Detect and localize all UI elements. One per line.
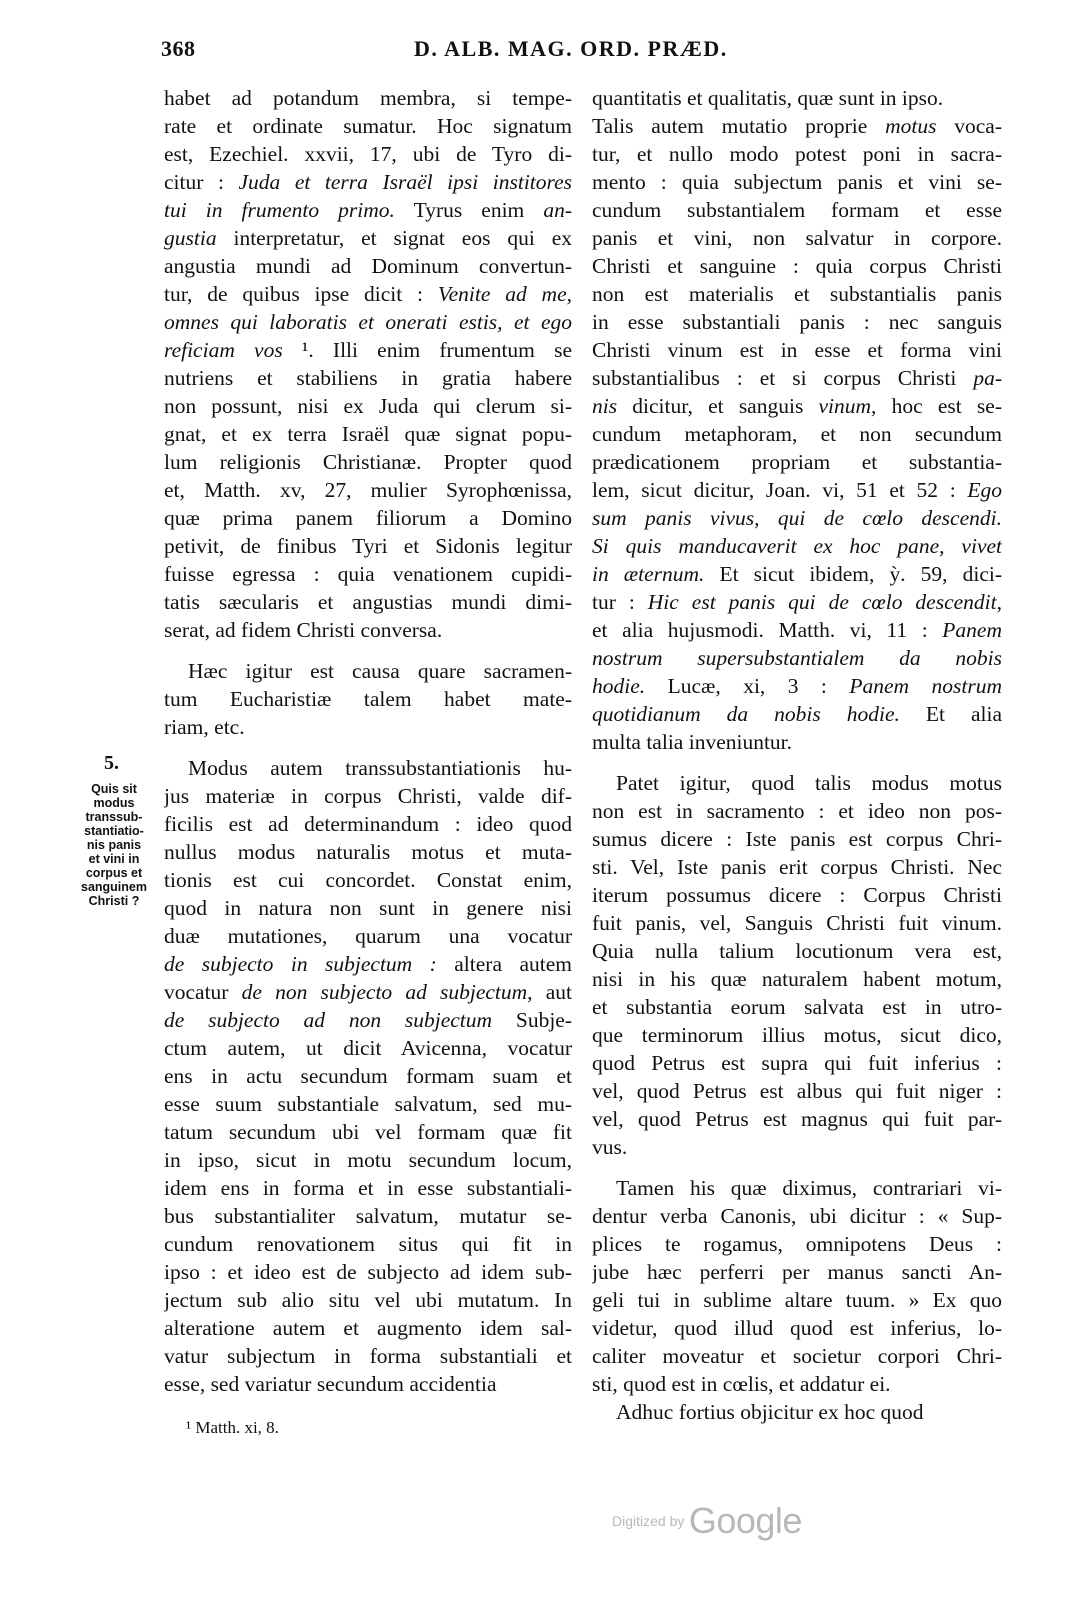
margin-note-line: stantiatio-	[84, 824, 144, 838]
text-line	[592, 308, 1002, 336]
italic-text: pa-	[973, 366, 1002, 390]
text-line	[592, 196, 1002, 224]
text-line	[164, 922, 572, 950]
text-line	[164, 364, 572, 392]
text-line	[592, 448, 1002, 476]
italic-text: Venite ad me,	[437, 282, 572, 306]
text-run: Patet igitur, quod talis modus motus	[616, 771, 1002, 795]
margin-note-line: modus	[93, 796, 135, 810]
text-run: geli tui in sublime altare tuum. » Ex quo	[592, 1288, 1002, 1312]
text-line	[592, 769, 1002, 797]
text-line	[164, 1258, 572, 1286]
text-line	[592, 392, 1002, 420]
text-line	[592, 1398, 1002, 1426]
text-line	[164, 168, 572, 196]
text-line	[164, 1146, 572, 1174]
text-line	[164, 978, 572, 1006]
text-line	[164, 866, 572, 894]
text-line	[164, 950, 572, 978]
text-run: in ipso, sicut in motu secundum locum,	[164, 1148, 572, 1172]
text-run: ficilis est ad determinandum : ideo quod	[164, 812, 572, 836]
text-line	[164, 1090, 572, 1118]
text-run: angustia mundi ad Dominum convertun-	[164, 254, 572, 278]
margin-note-line: Christi ?	[88, 894, 140, 908]
text-line	[592, 588, 1002, 616]
margin-note-line: et vini in	[88, 852, 140, 866]
text-run: non est in sacramento : et ideo non pos-	[592, 799, 1002, 823]
text-line	[592, 672, 1002, 700]
italic-text: Panem nostrum	[849, 674, 1002, 698]
text-line	[164, 196, 572, 224]
text-run: rate et ordinate sumatur. Hoc signatum	[164, 114, 572, 138]
text-line	[592, 728, 1002, 756]
text-line	[592, 1077, 1002, 1105]
text-run: vus.	[592, 1135, 628, 1159]
text-line	[592, 965, 1002, 993]
text-line	[164, 754, 572, 782]
text-run: lum religionis Christianæ. Propter quod	[164, 450, 572, 474]
text-run: duæ mutationes, quarum una vocatur	[164, 924, 572, 948]
text-run: in esse substantiali panis : nec sanguis	[592, 310, 1002, 334]
text-line	[592, 252, 1002, 280]
text-line	[592, 937, 1002, 965]
margin-note-line: corpus et	[85, 866, 143, 880]
italic-text: omnes qui laboratis et onerati estis, et ego	[164, 310, 572, 334]
italic-text: vinum,	[818, 394, 877, 418]
text-run: altera autem	[436, 952, 572, 976]
running-head: D. ALB. MAG. ORD. PRÆD.	[414, 36, 728, 61]
text-line	[592, 616, 1002, 644]
margin-note	[72, 782, 156, 908]
text-run: idem ens in forma et in esse substantiali-	[164, 1176, 572, 1200]
text-line	[592, 504, 1002, 532]
text-line	[164, 616, 572, 644]
text-run: esse, sed variatur secundum accidentia	[164, 1372, 497, 1396]
text-run: nisi in his quæ naturalem habent motum,	[592, 967, 1002, 991]
text-run: lem, sicut dicitur, Joan. vi, 51 et 52 :	[592, 478, 968, 502]
text-run: Talis autem mutatio proprie	[592, 114, 886, 138]
margin-section-number: 5.	[104, 752, 119, 774]
text-line	[164, 280, 572, 308]
italic-text: Hic est panis qui de cœlo descendit,	[647, 590, 1002, 614]
italic-text: gustia	[164, 226, 217, 250]
text-run: prædicationem propriam et substantia-	[592, 450, 1002, 474]
text-run: multa talia inveniuntur.	[592, 730, 793, 754]
text-line	[592, 825, 1002, 853]
text-run: cundum substantialem formam et esse	[592, 198, 1002, 222]
text-run: sti. Vel, Iste panis erit corpus Christi. Nec	[592, 855, 1002, 879]
text-line	[164, 448, 572, 476]
text-line	[164, 84, 572, 112]
text-run: fuit panis, vel, Sanguis Christi fuit vinum.	[592, 911, 1002, 935]
italic-text: hodie.	[592, 674, 646, 698]
text-run: cundum metaphoram, et non secundum	[592, 422, 1002, 446]
italic-text: quotidianum da nobis hodie.	[592, 702, 900, 726]
text-line	[164, 838, 572, 866]
text-run: jus materiæ in corpus Christi, valde dif-	[164, 784, 572, 808]
text-line	[592, 84, 1002, 112]
text-line	[164, 1342, 572, 1370]
text-run: esse suum substantiale salvatum, sed mu-	[164, 1092, 572, 1116]
text-run: Et alia	[899, 702, 1002, 726]
text-run: quantitatis et qualitatis, quæ sunt in ipso.	[592, 86, 944, 110]
text-line	[164, 685, 572, 713]
text-run: dicitur, et sanguis	[617, 394, 819, 418]
text-run: et, Matth. xv, 27, mulier Syrophœnissa,	[164, 478, 572, 502]
italic-text: reficiam vos	[164, 338, 283, 362]
text-run: quæ prima panem filiorum a Domino	[164, 506, 572, 530]
text-run: cundum renovationem situs qui fit in	[164, 1232, 572, 1256]
margin-note-line: nis panis	[86, 838, 142, 852]
text-run: caliter moveatur et societur corpori Chri-	[592, 1344, 1002, 1368]
text-line	[592, 993, 1002, 1021]
italic-text: an-	[543, 198, 572, 222]
text-line	[164, 657, 572, 685]
text-line	[592, 364, 1002, 392]
italic-text: in æternum.	[592, 562, 705, 586]
text-run: tum Eucharistiæ talem habet mate-	[164, 687, 572, 711]
text-line	[592, 909, 1002, 937]
text-line	[592, 168, 1002, 196]
right-text-column	[592, 84, 1002, 1426]
text-line	[592, 1314, 1002, 1342]
text-line	[592, 1230, 1002, 1258]
text-run: et substantia eorum salvata est in utro-	[592, 995, 1002, 1019]
text-line	[164, 336, 572, 364]
text-run: Tyrus enim	[394, 198, 544, 222]
text-run: tur :	[592, 590, 648, 614]
google-watermark	[612, 1500, 802, 1542]
text-line	[592, 853, 1002, 881]
text-line	[592, 1258, 1002, 1286]
text-run: vel, quod Petrus est magnus qui fuit par-	[592, 1107, 1002, 1131]
text-run: fuisse egressa : quia venationem cupidi-	[164, 562, 572, 586]
text-line	[592, 112, 1002, 140]
text-run: tatis sæcularis et angustias mundi dimi-	[164, 590, 572, 614]
italic-text: motus	[885, 114, 937, 138]
text-run: citur :	[164, 170, 239, 194]
text-run: Quia nulla talium locutionum vera est,	[592, 939, 1002, 963]
text-run: Hæc igitur est causa quare sacramen-	[188, 659, 572, 683]
text-line	[592, 420, 1002, 448]
text-line	[164, 252, 572, 280]
text-line	[164, 532, 572, 560]
text-line	[592, 1105, 1002, 1133]
text-run: Tamen his quæ diximus, contrariari vi-	[616, 1176, 1002, 1200]
text-run: Et sicut ibidem, ỳ. 59, dici-	[704, 562, 1002, 586]
italic-text: sum panis vivus, qui de cœlo descendi.	[592, 506, 1002, 530]
text-run: vel, quod Petrus est albus qui fuit niger :	[592, 1079, 1002, 1103]
text-line	[592, 1202, 1002, 1230]
text-line	[592, 1174, 1002, 1202]
text-run: riam, etc.	[164, 715, 245, 739]
text-line	[592, 140, 1002, 168]
text-run: est, Ezechiel. xxvii, 17, ubi de Tyro di-	[164, 142, 572, 166]
text-line	[164, 224, 572, 252]
text-line	[164, 1062, 572, 1090]
text-run: serat, ad fidem Christi conversa.	[164, 618, 443, 642]
text-line	[164, 1118, 572, 1146]
text-line	[164, 1174, 572, 1202]
text-run: ipso : et ideo est de subjecto ad idem sub-	[164, 1260, 572, 1284]
google-logo: Google	[688, 1500, 802, 1541]
text-run: aut	[532, 980, 572, 1004]
text-run: non possunt, nisi ex Juda qui clerum si-	[164, 394, 572, 418]
text-line	[592, 1342, 1002, 1370]
text-line	[164, 1202, 572, 1230]
text-run: hoc est se-	[876, 394, 1002, 418]
text-run: nullus modus naturalis motus et muta-	[164, 840, 572, 864]
margin-note-line: transsub-	[85, 810, 143, 824]
text-line	[164, 588, 572, 616]
text-line	[164, 1314, 572, 1342]
text-run: tatum secundum ubi vel formam quæ fit	[164, 1120, 572, 1144]
text-run: vatur subjectum in forma substantiali et	[164, 1344, 572, 1368]
text-run: non est materialis et substantialis panis	[592, 282, 1002, 306]
text-run: ¹. Illi enim frumentum se	[282, 338, 572, 362]
text-line	[592, 881, 1002, 909]
text-line	[592, 560, 1002, 588]
text-line	[164, 560, 572, 588]
text-run: quod Petrus est supra qui fuit inferius :	[592, 1051, 1002, 1075]
watermark-prefix: Digitized by	[612, 1513, 685, 1529]
text-run: habet ad potandum membra, si tempe-	[164, 86, 572, 110]
text-line	[592, 1286, 1002, 1314]
text-line	[164, 140, 572, 168]
text-run: nutriens et stabiliens in gratia habere	[164, 366, 572, 390]
text-line	[592, 797, 1002, 825]
text-line	[164, 1370, 572, 1398]
text-line	[164, 504, 572, 532]
text-run: Adhuc fortius objicitur ex hoc quod	[616, 1400, 924, 1424]
text-run: sumus dicere : Iste panis est corpus Chri-	[592, 827, 1002, 851]
text-run: Subje-	[492, 1008, 572, 1032]
text-run: mento : quia subjectum panis et vini se-	[592, 170, 1002, 194]
text-line	[592, 700, 1002, 728]
italic-text: de subjecto ad non subjectum	[164, 1008, 493, 1032]
margin-note-line: sanguinem	[81, 880, 147, 894]
text-line	[592, 1133, 1002, 1161]
text-run: jectum sub alio situ vel ubi mutatum. In	[164, 1288, 572, 1312]
italic-text: Juda et terra Israël ipsi institores	[238, 170, 572, 194]
text-run: Christi et sanguine : quia corpus Christi	[592, 254, 1002, 278]
text-line	[164, 782, 572, 810]
text-run: tionis est cui concordet. Constat enim,	[164, 868, 572, 892]
italic-text: nis	[592, 394, 618, 418]
text-run: sti, quod est in cœlis, et addatur ei.	[592, 1372, 891, 1396]
text-line	[592, 476, 1002, 504]
text-line	[592, 1021, 1002, 1049]
text-line	[592, 224, 1002, 252]
italic-text: nostrum supersubstantialem da nobis	[592, 646, 1002, 670]
text-run: Christi vinum est in esse et forma vini	[592, 338, 1002, 362]
text-line	[592, 280, 1002, 308]
text-run: Modus autem transsubstantiationis hu-	[188, 756, 572, 780]
text-line	[164, 713, 572, 741]
text-run: tur, de quibus ipse dicit :	[164, 282, 438, 306]
text-run: et alia hujusmodi. Matth. vi, 11 :	[592, 618, 943, 642]
text-line	[164, 476, 572, 504]
text-line	[164, 420, 572, 448]
text-run: quod in natura non sunt in genere nisi	[164, 896, 572, 920]
text-run: tur, et nullo modo potest poni in sacra-	[592, 142, 1002, 166]
text-line	[592, 1370, 1002, 1398]
text-run: dentur verba Canonis, ubi dicitur : « Sup-	[592, 1204, 1002, 1228]
text-line	[592, 532, 1002, 560]
italic-text: Ego	[967, 478, 1002, 502]
page-number: 368	[161, 36, 196, 61]
text-run: voca-	[936, 114, 1002, 138]
text-run: petivit, de finibus Tyri et Sidonis legitur	[164, 534, 572, 558]
text-line	[164, 1230, 572, 1258]
text-line	[164, 392, 572, 420]
text-run: interpretatur, et signat eos qui ex	[216, 226, 572, 250]
text-run: videtur, quod illud quod est inferius, lo-	[592, 1316, 1002, 1340]
italic-text: de non subjecto ad subjectum,	[241, 980, 533, 1004]
text-line	[164, 1006, 572, 1034]
text-run: jube hæc perferri per manus sancti An-	[592, 1260, 1002, 1284]
margin-note-line: Quis sit	[91, 782, 137, 796]
text-line	[592, 644, 1002, 672]
text-line	[164, 894, 572, 922]
text-run: iterum possumus dicere : Corpus Christi	[592, 883, 1002, 907]
text-run: panis et vini, non salvatur in corpore.	[592, 226, 1002, 250]
italic-text: tui in frumento primo.	[164, 198, 395, 222]
text-line	[164, 1286, 572, 1314]
text-line	[164, 112, 572, 140]
text-run: ctum autem, ut dicit Avicenna, vocatur	[164, 1036, 572, 1060]
text-run: plices te rogamus, omnipotens Deus :	[592, 1232, 1002, 1256]
text-line	[164, 810, 572, 838]
text-line	[164, 1034, 572, 1062]
footnote: ¹ Matth. xi, 8.	[186, 1418, 279, 1437]
italic-text: de subjecto in subjectum :	[164, 952, 437, 976]
text-line	[592, 336, 1002, 364]
italic-text: Si quis manducaverit ex hoc pane, vivet	[592, 534, 1002, 558]
italic-text: Panem	[942, 618, 1002, 642]
text-run: bus substantialiter salvatum, mutatur se-	[164, 1204, 572, 1228]
text-run: gnat, et ex terra Israël quæ signat popu-	[164, 422, 572, 446]
text-run: alteratione autem et augmento idem sal-	[164, 1316, 572, 1340]
text-run: substantialibus : et si corpus Christi	[592, 366, 974, 390]
text-run: Lucæ, xi, 3 :	[645, 674, 850, 698]
text-line	[592, 1049, 1002, 1077]
text-run: ens in actu secundum formam suam et	[164, 1064, 572, 1088]
text-run: que terminorum illius motus, sicut dico,	[592, 1023, 1002, 1047]
left-text-column	[164, 84, 572, 1398]
text-line	[164, 308, 572, 336]
text-run: vocatur	[164, 980, 242, 1004]
